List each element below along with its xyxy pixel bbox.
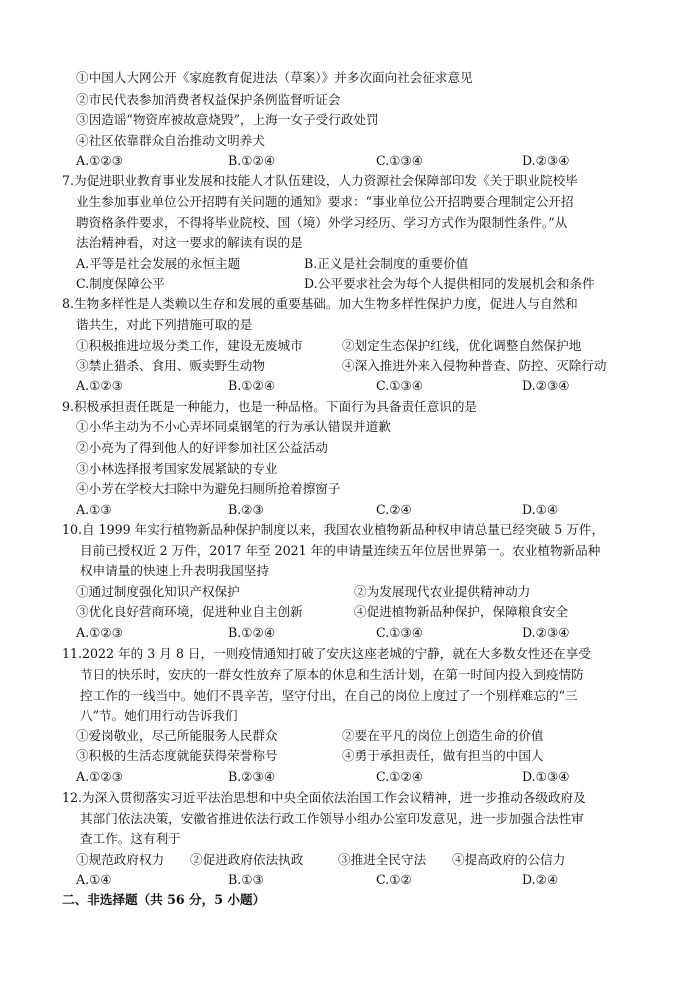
q8-stem-line-1: 8.生物多样性是人类赖以生存和发展的重要基础。加大生物多样性保护力度，促进人与自然和 [62, 296, 578, 311]
q12-item-4: ④提高政府的公信力 [452, 852, 566, 867]
q7-stem-line-4: 法治精神看，对这一要求的解读有误的是 [76, 235, 303, 250]
q7-stem-line-3: 聘资格条件要求，不得将毕业院校、国（境）外学习经历、学习方式作为限制性条件。”从 [76, 215, 568, 230]
q12-option-d: D.②④ [522, 872, 559, 887]
q6-option-a: A.①②③ [76, 153, 123, 168]
q11-item-1: ①爱岗敬业，尽己所能服务人民群众 [76, 728, 278, 743]
q12-item-3: ③推进全民守法 [338, 852, 427, 867]
q11-item-3: ③积极的生活态度就能获得荣誉称号 [76, 748, 278, 763]
q6-item-3: ③因造谣“物资库被故意烧毁”，上海一女子受行政处罚 [76, 112, 379, 127]
q6-item-1: ①中国人大网公开《家庭教育促进法（草案）》并多次面向社会征求意见 [76, 70, 473, 85]
q12-option-b: B.①③ [228, 872, 264, 887]
q10-option-b: B.①②④ [228, 625, 276, 640]
q11-item-4: ④勇于承担责任，做有担当的中国人 [342, 748, 544, 763]
q12-item-2: ②促进政府依法执政 [190, 852, 304, 867]
section-two-heading: 二、非选择题（共 56 分，5 小题） [62, 892, 266, 907]
q12-option-c: C.①② [376, 872, 412, 887]
q6-option-d: D.②③④ [522, 153, 570, 168]
q10-stem-line-2: 目前已授权近 2 万件，2017 年至 2021 年的申请量连续五年位居世界第一。农业植物新品种 [80, 543, 601, 558]
q11-option-d: D.①③④ [522, 769, 570, 784]
q12-stem-line-3: 查工作。这有利于 [80, 831, 181, 846]
q12-stem-line-2: 其部门依法决策，安徽省推进依法行政工作领导小组办公室印发意见，进一步加强合法性审 [80, 811, 584, 826]
q8-stem-line-2: 谐共生，对此下列措施可取的是 [76, 317, 253, 332]
q7-option-d: D.公平要求社会为每个人提供相同的发展机会和条件 [304, 276, 595, 291]
q8-option-d: D.②③④ [522, 378, 570, 393]
q10-option-d: D.②③④ [522, 625, 570, 640]
q10-option-a: A.①②③ [76, 625, 123, 640]
q7-option-b: B.正义是社会制度的重要价值 [304, 256, 469, 271]
q8-option-a: A.①②③ [76, 378, 123, 393]
q11-option-c: C.①②④ [376, 769, 424, 784]
q6-item-4: ④社区依靠群众自治推动文明养犬 [76, 133, 265, 148]
q9-option-d: D.①④ [522, 502, 559, 517]
q12-stem-line-1: 12.为深入贯彻落实习近平法治思想和中央全面依法治国工作会议精神，进一步推动各级政府及 [62, 790, 586, 805]
q9-option-c: C.②④ [376, 502, 412, 517]
q9-option-b: B.②③ [228, 502, 264, 517]
q8-item-4: ④深入推进外来入侵物种普查、防控、灭除行动 [342, 358, 607, 373]
q10-stem-line-1: 10.自 1999 年实行植物新品种保护制度以来，我国农业植物新品种权申请总量已经突破 5 万件， [62, 522, 605, 537]
q10-item-2: ②为发展现代农业提供精神动力 [354, 584, 531, 599]
q8-item-3: ③禁止猎杀、食用、贩卖野生动物 [76, 358, 265, 373]
q6-item-2: ②市民代表参加消费者权益保护条例监督听证会 [76, 92, 341, 107]
q9-option-a: A.①③ [76, 502, 112, 517]
q7-option-a: A.平等是社会发展的永恒主题 [76, 256, 241, 271]
q10-item-1: ①通过制度强化知识产权保护 [76, 584, 240, 599]
q9-item-1: ①小华主动为不小心弄坏同桌钢笔的行为承认错误并道歉 [76, 419, 391, 434]
q8-item-1: ①积极推进垃圾分类工作，建设无废城市 [76, 338, 303, 353]
q9-stem-line-1: 9.积极承担责任既是一种能力，也是一种品格。下面行为具备责任意识的是 [62, 399, 478, 414]
q6-option-c: C.①③④ [376, 153, 424, 168]
q9-item-2: ②小亮为了得到他人的好评参加社区公益活动 [76, 440, 328, 455]
q12-item-1: ①规范政府权力 [76, 852, 165, 867]
q9-item-4: ④小芳在学校大扫除中为避免扫厕所抢着擦窗子 [76, 481, 341, 496]
q6-option-b: B.①②④ [228, 153, 276, 168]
q12-option-a: A.①④ [76, 872, 112, 887]
q8-item-2: ②划定生态保护红线，优化调整自然保护地 [342, 338, 582, 353]
q11-stem-line-3: 控工作的一线当中。她们不畏辛苦，坚守付出，在自己的岗位上度过了一个别样难忘的“三 [80, 688, 578, 703]
q8-option-c: C.①③④ [376, 378, 424, 393]
q8-option-b: B.①②④ [228, 378, 276, 393]
q7-stem-line-1: 7.为促进职业教育事业发展和技能人才队伍建设，人力资源社会保障部印发《关于职业院校毕 [62, 173, 578, 188]
q10-item-3: ③优化良好营商环境，促进种业自主创新 [76, 604, 303, 619]
q9-item-3: ③小林选择报考国家发展紧缺的专业 [76, 461, 278, 476]
q10-item-4: ④促进植物新品种保护，保障粮食安全 [354, 604, 569, 619]
q11-stem-line-4: 八”节。她们用行动告诉我们 [80, 708, 238, 723]
q11-stem-line-1: 11.2022 年的 3 月 8 日，一则疫情通知打破了安庆这座老城的宁静，就在大多数女性还在享受 [62, 646, 591, 661]
q10-option-c: C.①③④ [376, 625, 424, 640]
q10-stem-line-3: 权申请量的快速上升表明我国坚持 [80, 563, 269, 578]
q7-stem-line-2: 业生参加事业单位公开招聘有关问题的通知》要求：“事业单位公开招聘要合理制定公开招 [76, 194, 574, 209]
q7-option-c: C.制度保障公平 [76, 276, 165, 291]
q11-item-2: ②要在平凡的岗位上创造生命的价值 [342, 728, 544, 743]
q11-option-a: A.①②③ [76, 769, 123, 784]
q11-stem-line-2: 节日的快乐时，安庆的一群女性放弃了原本的休息和生活计划，在第一时间内投入到疫情防 [80, 667, 584, 682]
q11-option-b: B.②③④ [228, 769, 276, 784]
